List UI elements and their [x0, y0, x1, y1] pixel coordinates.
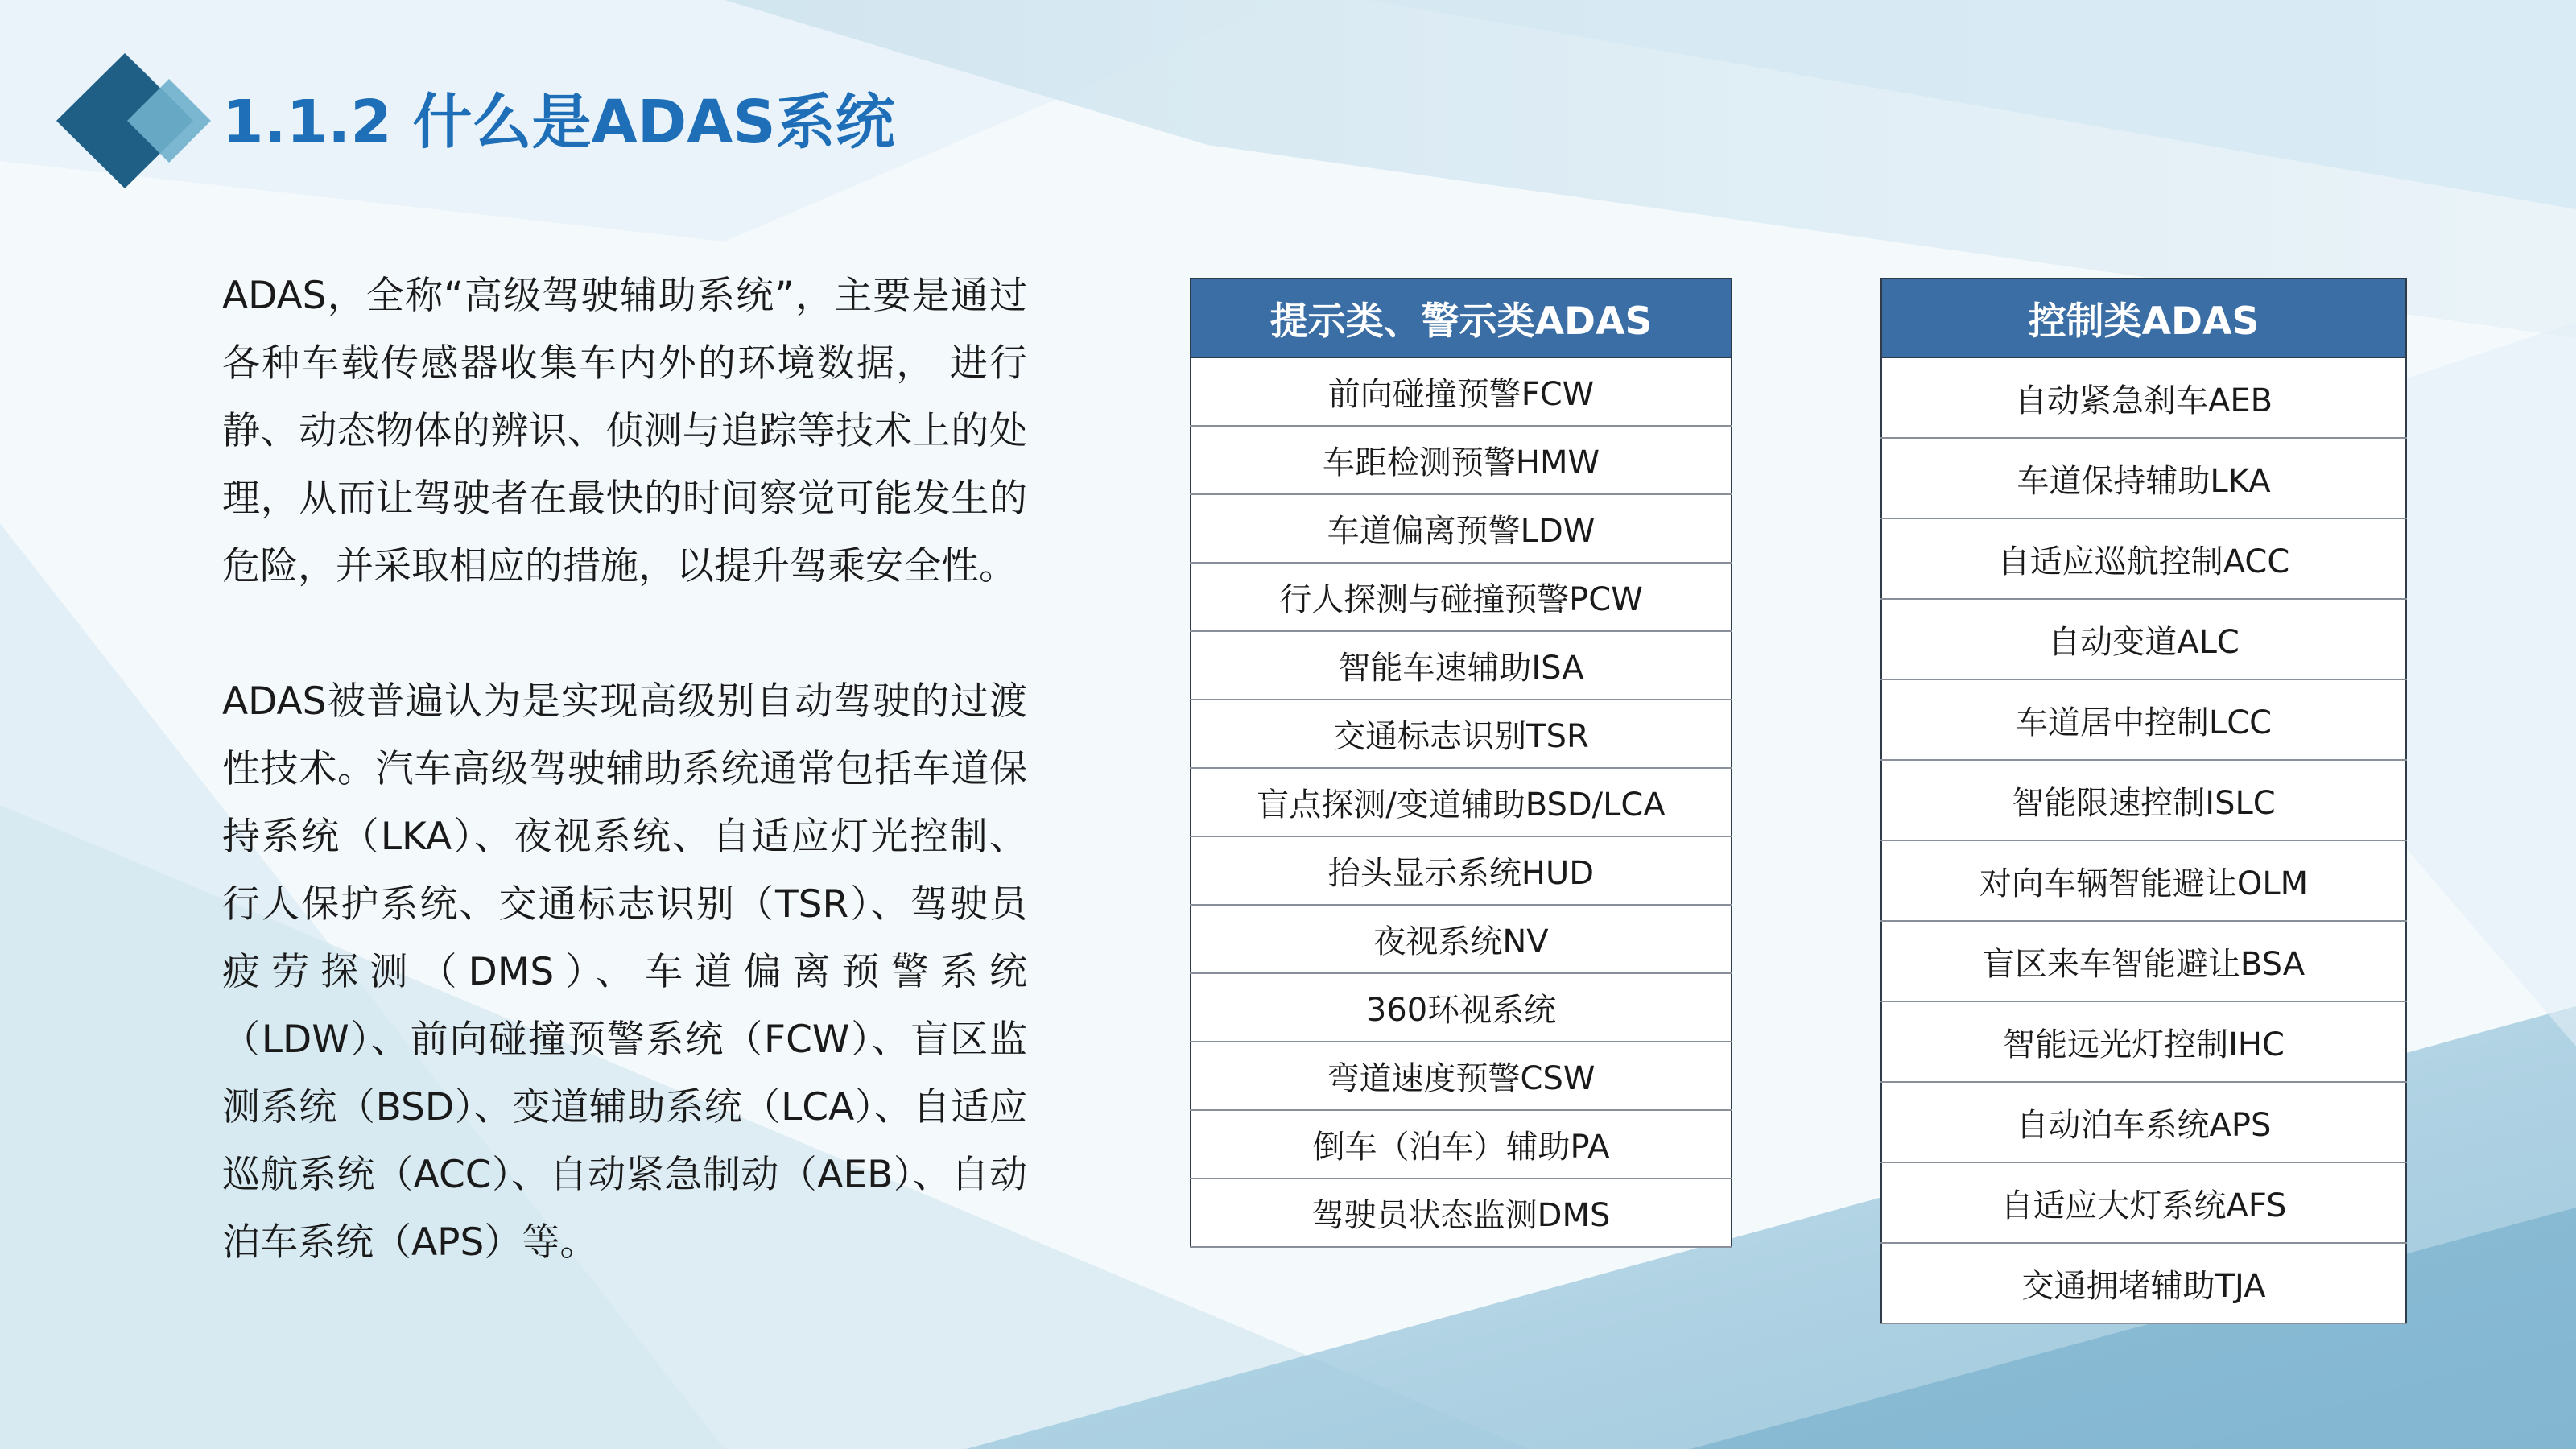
table-row: 自动变道ALC — [1881, 599, 2406, 679]
intro-paragraph — [222, 262, 1027, 601]
diamond-logo-icon — [48, 48, 250, 193]
table-row: 前向碰撞预警FCW — [1191, 357, 1732, 426]
table-row: 自动泊车系统APS — [1881, 1082, 2406, 1162]
paragraph-definition: ADAS，全称“高级驾驶辅助系统”，主要是通过各种车载传感器收集车内外的环境数据， 进行静、动态物体的辨识、侦测与追踪等技术上的处理，从而让驾驶者在最快的时间察觉可能发生的危险，并采取相应的措施，以提升驾乘安全性。 — [222, 274, 1027, 588]
table-row: 智能限速控制ISLC — [1881, 760, 2406, 840]
table-row: 车道保持辅助LKA — [1881, 438, 2406, 518]
table-row: 自动紧急刹车AEB — [1881, 357, 2406, 438]
table-row: 自适应巡航控制ACC — [1881, 518, 2406, 599]
table-row: 智能车速辅助ISA — [1191, 631, 1732, 700]
table-row: 交通标志识别TSR — [1191, 700, 1732, 768]
page-title: 1.1.2 什么是ADAS系统 — [222, 88, 895, 157]
control-table-header: 控制类ADAS — [1881, 279, 2406, 357]
table-row: 驾驶员状态监测DMS — [1191, 1179, 1732, 1247]
table-row: 360环视系统 — [1191, 973, 1732, 1042]
table-row: 车道居中控制LCC — [1881, 679, 2406, 760]
warning-table-header: 提示类、警示类ADAS — [1191, 279, 1732, 357]
table-row: 盲点探测/变道辅助BSD/LCA — [1191, 768, 1732, 836]
table-row: 夜视系统NV — [1191, 905, 1732, 973]
table-row: 对向车辆智能避让OLM — [1881, 840, 2406, 921]
table-row: 行人探测与碰撞预警PCW — [1191, 563, 1732, 631]
table-row: 交通拥堵辅助TJA — [1881, 1243, 2406, 1323]
table-row: 车道偏离预警LDW — [1191, 494, 1732, 563]
table-row: 抬头显示系统HUD — [1191, 836, 1732, 905]
table-row: 弯道速度预警CSW — [1191, 1042, 1732, 1110]
table-row: 智能远光灯控制IHC — [1881, 1001, 2406, 1082]
control-adas-table — [1880, 278, 2407, 1324]
table-row: 倒车（泊车）辅助PA — [1191, 1110, 1732, 1179]
table-row: 车距检测预警HMW — [1191, 426, 1732, 494]
table-row: 自适应大灯系统AFS — [1881, 1162, 2406, 1243]
table-row: 盲区来车智能避让BSA — [1881, 921, 2406, 1001]
paragraph-components: ADAS被普遍认为是实现高级别自动驾驶的过渡性技术。汽车高级驾驶辅助系统通常包括车道保持系统（LKA）、夜视系统、自适应灯光控制、行人保护系统、交通标志识别（TSR）、驾驶员疲劳探测（DMS）、车道偏离预警系统（LDW）、前向碰撞预警系统（FCW）、盲区监测系统（BSD）、变道辅助系统（LCA）、自适应巡航系统（ACC）、自动紧急制动（AEB）、自动泊车系统（APS）等。 — [222, 679, 1027, 1265]
warning-adas-table — [1190, 278, 1732, 1248]
components-paragraph — [222, 668, 1027, 1277]
